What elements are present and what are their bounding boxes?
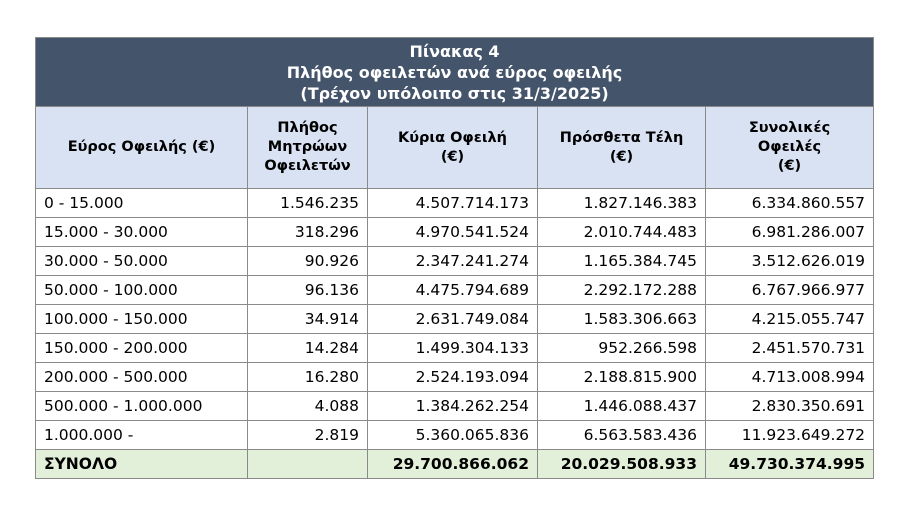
cell-total: 6.334.860.557 bbox=[706, 189, 874, 218]
cell-count: 318.296 bbox=[248, 218, 368, 247]
cell-fees: 1.165.384.745 bbox=[538, 247, 706, 276]
cell-total: 11.923.649.272 bbox=[706, 421, 874, 450]
cell-range: 1.000.000 - bbox=[36, 421, 248, 450]
cell-count: 96.136 bbox=[248, 276, 368, 305]
cell-fees: 1.827.146.383 bbox=[538, 189, 706, 218]
cell-range: 30.000 - 50.000 bbox=[36, 247, 248, 276]
cell-total: 2.451.570.731 bbox=[706, 334, 874, 363]
cell-total: 6.981.286.007 bbox=[706, 218, 874, 247]
cell-principal: 2.347.241.274 bbox=[368, 247, 538, 276]
cell-count: 14.284 bbox=[248, 334, 368, 363]
cell-count: 34.914 bbox=[248, 305, 368, 334]
table-row bbox=[36, 189, 874, 218]
cell-range: 200.000 - 500.000 bbox=[36, 363, 248, 392]
header-total-debt: Συνολικές Οφειλές (€) bbox=[706, 107, 874, 189]
cell-count: 2.819 bbox=[248, 421, 368, 450]
header-debt-range: Εύρος Οφειλής (€) bbox=[36, 107, 248, 189]
total-principal: 29.700.866.062 bbox=[368, 450, 538, 479]
table-row bbox=[36, 218, 874, 247]
cell-total: 4.215.055.747 bbox=[706, 305, 874, 334]
cell-fees: 2.010.744.483 bbox=[538, 218, 706, 247]
cell-count: 16.280 bbox=[248, 363, 368, 392]
cell-principal: 4.507.714.173 bbox=[368, 189, 538, 218]
table-header-row bbox=[36, 107, 874, 189]
cell-range: 150.000 - 200.000 bbox=[36, 334, 248, 363]
debtors-table-container bbox=[35, 37, 873, 479]
table-row bbox=[36, 392, 874, 421]
table-row bbox=[36, 247, 874, 276]
cell-range: 0 - 15.000 bbox=[36, 189, 248, 218]
cell-fees: 1.446.088.437 bbox=[538, 392, 706, 421]
table-row bbox=[36, 276, 874, 305]
table-title-line-3: (Τρέχον υπόλοιπο στις 31/3/2025) bbox=[300, 83, 609, 103]
table-row bbox=[36, 334, 874, 363]
cell-fees: 6.563.583.436 bbox=[538, 421, 706, 450]
cell-principal: 1.499.304.133 bbox=[368, 334, 538, 363]
cell-total: 2.830.350.691 bbox=[706, 392, 874, 421]
cell-range: 100.000 - 150.000 bbox=[36, 305, 248, 334]
table-row bbox=[36, 305, 874, 334]
cell-count: 4.088 bbox=[248, 392, 368, 421]
cell-principal: 1.384.262.254 bbox=[368, 392, 538, 421]
table-title-line-1: Πίνακας 4 bbox=[409, 41, 500, 61]
header-additional-fees: Πρόσθετα Τέλη (€) bbox=[538, 107, 706, 189]
total-row bbox=[36, 450, 874, 479]
cell-fees: 2.292.172.288 bbox=[538, 276, 706, 305]
total-count bbox=[248, 450, 368, 479]
cell-count: 90.926 bbox=[248, 247, 368, 276]
cell-fees: 2.188.815.900 bbox=[538, 363, 706, 392]
total-label: ΣΥΝΟΛΟ bbox=[36, 450, 248, 479]
cell-principal: 2.631.749.084 bbox=[368, 305, 538, 334]
total-fees: 20.029.508.933 bbox=[538, 450, 706, 479]
table-row bbox=[36, 363, 874, 392]
total-overall: 49.730.374.995 bbox=[706, 450, 874, 479]
cell-total: 3.512.626.019 bbox=[706, 247, 874, 276]
table-title-line-2: Πλήθος οφειλετών ανά εύρος οφειλής bbox=[286, 62, 623, 82]
cell-fees: 1.583.306.663 bbox=[538, 305, 706, 334]
table-title bbox=[36, 38, 874, 107]
cell-principal: 2.524.193.094 bbox=[368, 363, 538, 392]
cell-range: 50.000 - 100.000 bbox=[36, 276, 248, 305]
cell-principal: 5.360.065.836 bbox=[368, 421, 538, 450]
cell-principal: 4.475.794.689 bbox=[368, 276, 538, 305]
header-debtor-count: Πλήθος Μητρώων Οφειλετών bbox=[248, 107, 368, 189]
cell-principal: 4.970.541.524 bbox=[368, 218, 538, 247]
debtors-table bbox=[35, 37, 874, 479]
cell-range: 500.000 - 1.000.000 bbox=[36, 392, 248, 421]
cell-fees: 952.266.598 bbox=[538, 334, 706, 363]
cell-total: 6.767.966.977 bbox=[706, 276, 874, 305]
header-principal-debt: Κύρια Οφειλή (€) bbox=[368, 107, 538, 189]
table-row bbox=[36, 421, 874, 450]
cell-total: 4.713.008.994 bbox=[706, 363, 874, 392]
cell-range: 15.000 - 30.000 bbox=[36, 218, 248, 247]
cell-count: 1.546.235 bbox=[248, 189, 368, 218]
